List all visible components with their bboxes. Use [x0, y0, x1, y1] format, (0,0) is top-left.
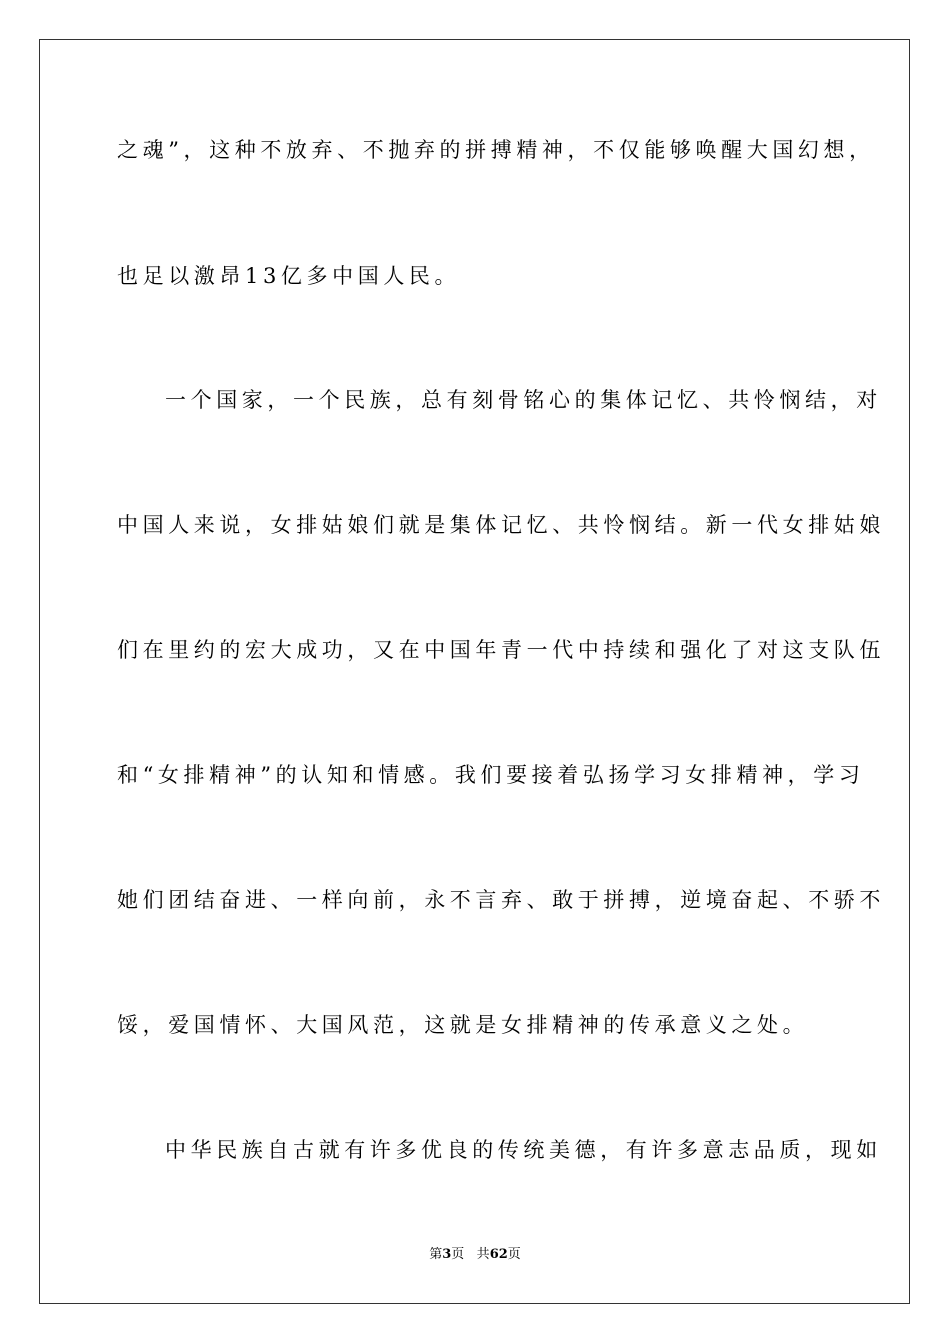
body-line-1: 之魂”，这种不放弃、不抛弃的拼搏精神，不仅能够唤醒大国幻想，: [117, 138, 875, 162]
body-line-6: 和“女排精神”的认知和情感。我们要接着弘扬学习女排精神，学习: [117, 763, 865, 787]
paragraph-2-line-1: 一个国家，一个民族，总有刻骨铭心的集体记忆、共怜悯结，对: [165, 388, 882, 412]
page-footer: [0, 1246, 950, 1264]
total-suffix: 页: [507, 1247, 521, 1262]
page-suffix: 页: [451, 1247, 465, 1262]
body-line-2: 也足以激昂13亿多中国人民。: [117, 264, 461, 288]
page-current: 3: [442, 1247, 452, 1262]
body-line-5: 们在里约的宏大成功，又在中国年青一代中持续和强化了对这支队伍: [117, 638, 885, 662]
body-line-8: 馁，爱国情怀、大国风范，这就是女排精神的传承意义之处。: [117, 1013, 809, 1037]
body-line-7: 她们团结奋进、一样向前，永不言弃、敢于拼搏，逆境奋起、不骄不: [117, 888, 885, 912]
body-line-4: 中国人来说，女排姑娘们就是集体记忆、共怜悯结。新一代女排姑娘: [117, 513, 885, 537]
page-border: [39, 39, 910, 1304]
paragraph-3-line-1: 中华民族自古就有许多优良的传统美德，有许多意志品质，现如: [165, 1138, 882, 1162]
page-total: 62: [489, 1247, 508, 1262]
total-prefix: 共: [476, 1247, 490, 1262]
page-prefix: 第: [429, 1247, 443, 1262]
